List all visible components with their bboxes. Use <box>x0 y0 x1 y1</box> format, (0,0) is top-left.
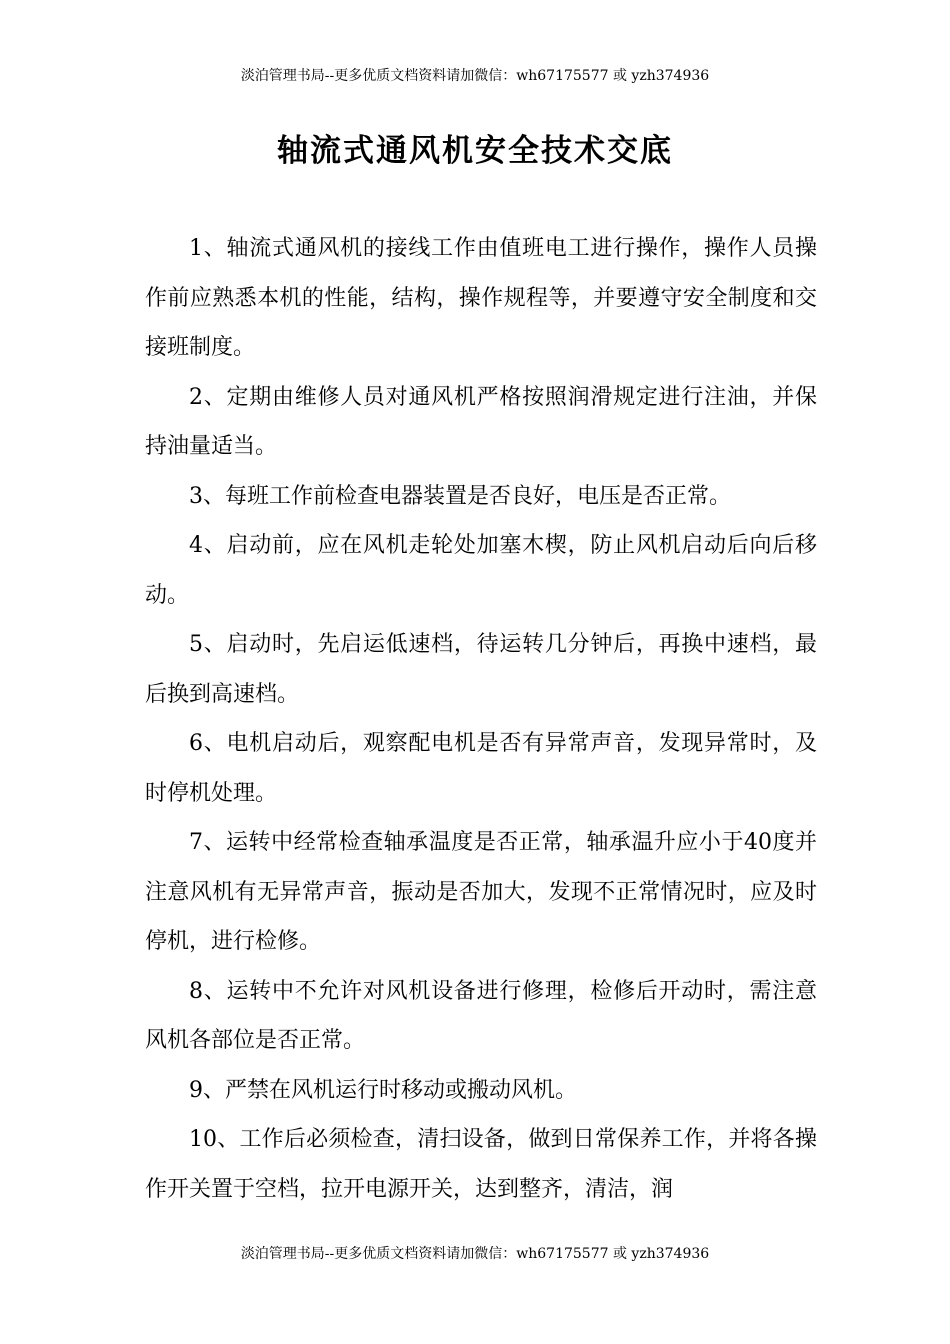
footer-note: 淡泊管理书局--更多优质文档资料请加微信：wh67175577 或 yzh374936 <box>240 1246 710 1262</box>
paragraph-9: 9、严禁在风机运行时移动或搬动风机。 <box>189 1077 577 1103</box>
paragraph-3: 3、每班工作前检查电器装置是否良好，电压是否正常。 <box>189 483 731 509</box>
paragraph-6: 6、电机启动后，观察配电机是否有异常声音，发现异常时，及时停机处理。 <box>145 731 817 806</box>
paragraph-8: 8、运转中不允许对风机设备进行修理，检修后开动时，需注意风机各部位是否正常。 <box>145 978 817 1053</box>
document-body <box>145 224 817 1214</box>
paragraph-2: 2、定期由维修人员对通风机严格按照润滑规定进行注油，并保持油量适当。 <box>145 384 817 459</box>
paragraph-4: 4、启动前，应在风机走轮处加塞木楔，防止风机启动后向后移动。 <box>145 533 817 608</box>
paragraph-7: 7、运转中经常检查轴承温度是否正常，轴承温升应小于40度并注意风机有无异常声音，振动是否加大，发现不正常情况时，应及时停机，进行检修。 <box>145 830 817 954</box>
page-title: 轴流式通风机安全技术交底 <box>277 133 673 169</box>
paragraph-1: 1、轴流式通风机的接线工作由值班电工进行操作，操作人员操作前应熟悉本机的性能，结构，操作规程等，并要遵守安全制度和交接班制度。 <box>145 236 817 360</box>
header-note: 淡泊管理书局--更多优质文档资料请加微信：wh67175577 或 yzh374936 <box>240 68 710 84</box>
paragraph-10: 10、工作后必须检查，清扫设备，做到日常保养工作，并将各操作开关置于空档，拉开电源开关，达到整齐，清洁，润 <box>145 1127 817 1202</box>
paragraph-5: 5、启动时，先启运低速档，待运转几分钟后，再换中速档，最后换到高速档。 <box>145 632 817 707</box>
